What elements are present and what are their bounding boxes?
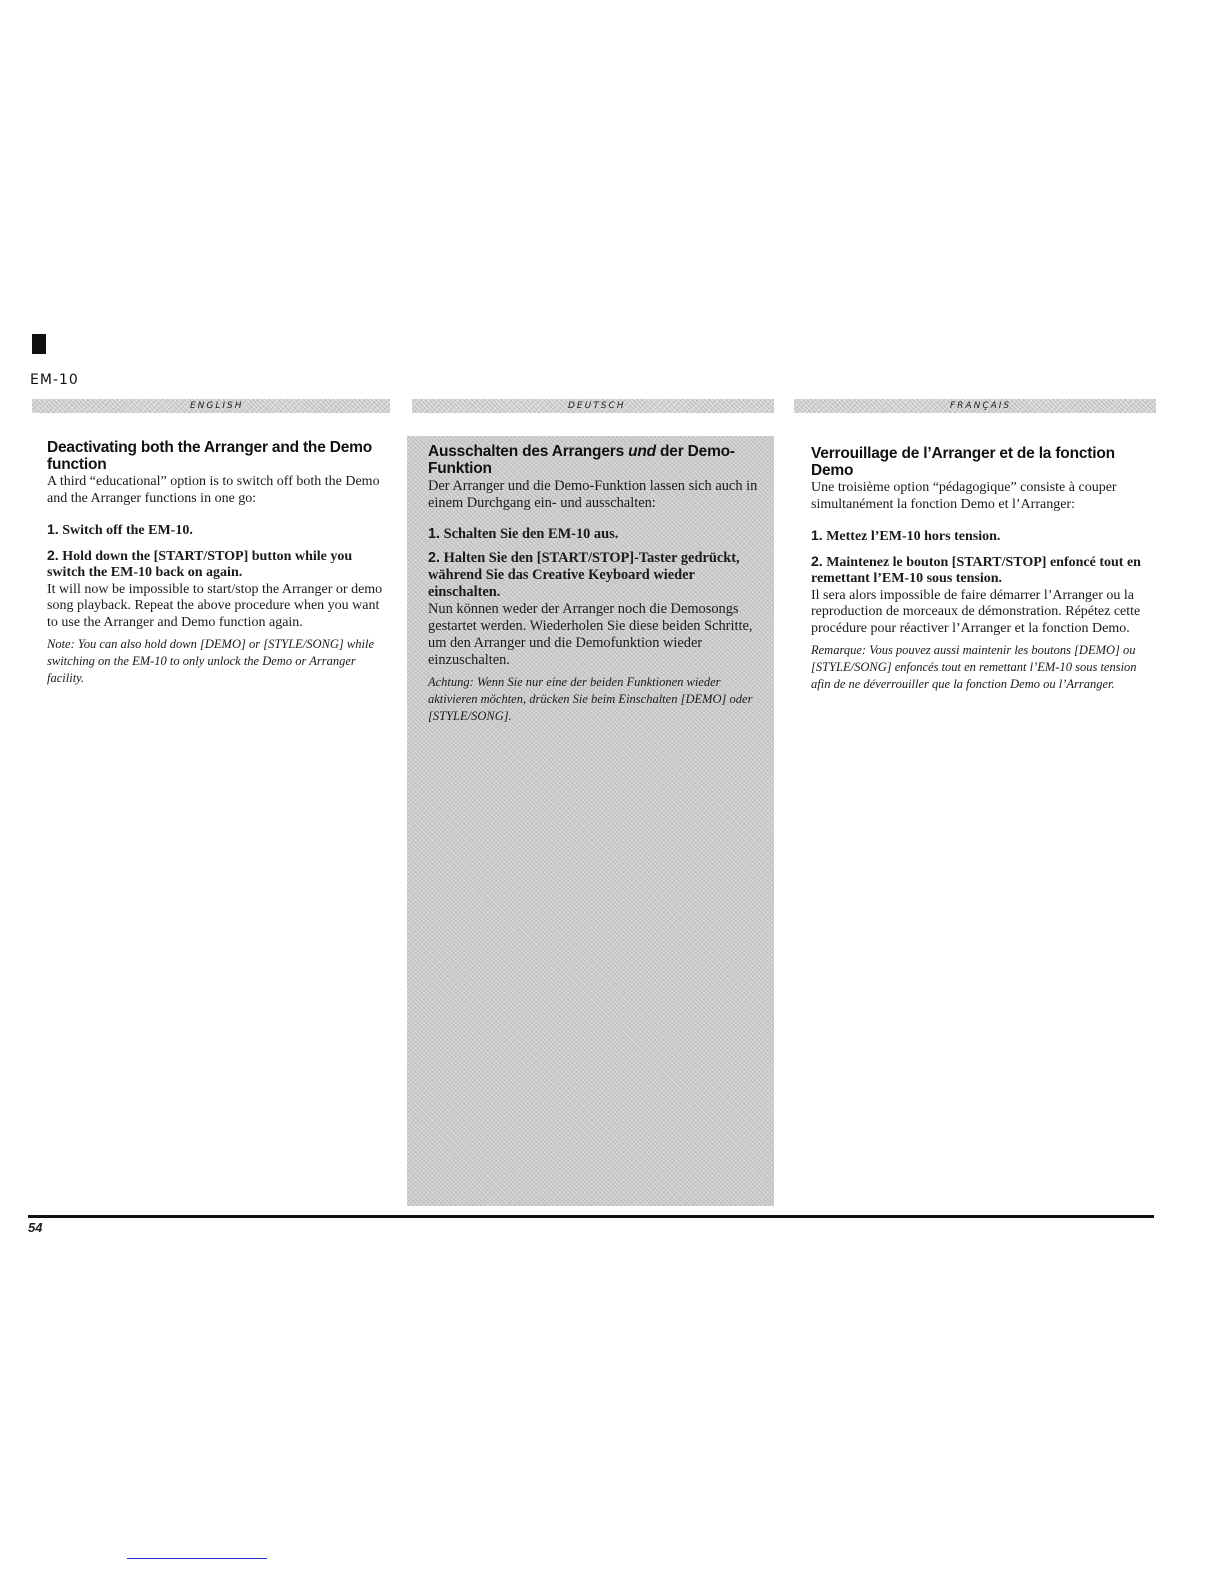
bottom-link-line (127, 1558, 267, 1559)
english-intro: A third “educational” option is to switch off both the Demo and the Arranger functions in one go: (47, 474, 380, 506)
francais-step-2 (811, 553, 1151, 588)
language-bar-english (32, 399, 390, 413)
language-bar-francais (794, 399, 1156, 413)
english-column (47, 440, 387, 687)
english-title: Deactivating both the Arranger and the Demo function (47, 439, 372, 473)
francais-note: Remarque: Vous pouvez aussi maintenir les boutons [DEMO] ou [STYLE/SONG] enfoncés tout en remettant l’EM-10 sous tension afin de ne déverrouiller que la fonction Demo ou l’Arranger. (811, 643, 1137, 691)
deutsch-step-1-text: Schalten Sie den EM-10 aus. (443, 526, 619, 542)
deutsch-body: Nun können weder der Arranger noch die Demosongs gestartet werden. Wiederholen Sie diese beiden Schritte, um den Arranger und die Demofunktion wieder einzuschalten. (428, 601, 753, 668)
deutsch-title-part-1: Ausschalten des Arrangers (428, 443, 629, 460)
francais-step-1-number: 1. (811, 527, 823, 543)
language-bar-deutsch (412, 399, 774, 413)
model-name: EM-10 (30, 372, 79, 388)
language-label-english: ENGLISH (190, 401, 244, 411)
deutsch-title-part-3: der Demo-Funktion (428, 443, 735, 477)
language-label-francais: FRANÇAIS (950, 401, 1012, 411)
deutsch-intro: Der Arranger und die Demo-Funktion lassen sich auch in einem Durchgang ein- und ausschalten: (428, 478, 758, 511)
english-step-2-number: 2. (47, 546, 59, 563)
english-step-1 (47, 521, 387, 540)
deutsch-step-1-number: 1. (428, 526, 441, 542)
deutsch-title (428, 443, 763, 477)
english-note: Note: You can also hold down [DEMO] or [STYLE/SONG] while switching on the EM-10 to only unlock the Demo or Arranger facility. (47, 637, 375, 685)
corner-marker (32, 334, 46, 354)
language-label-deutsch: DEUTSCH (568, 401, 626, 411)
deutsch-column (428, 443, 763, 725)
francais-intro: Une troisième option “pédagogique” consiste à couper simultanément la fonction Demo et l’Arranger: (811, 480, 1117, 512)
english-step-1-number: 1. (47, 521, 59, 537)
francais-title: Verrouillage de l’Arranger et de la fonction Demo (811, 445, 1115, 479)
english-step-2-text: Hold down the [START/STOP] button while you switch the EM-10 back on again. (47, 548, 353, 580)
francais-column (811, 446, 1151, 693)
deutsch-step-1 (428, 526, 763, 543)
francais-step-1 (811, 527, 1151, 546)
francais-step-1-text: Mettez l’EM-10 hors tension. (826, 529, 1001, 544)
deutsch-step-2-number: 2. (428, 550, 441, 566)
francais-body: Il sera alors impossible de faire démarrer l’Arranger ou la reproduction de morceaux de démonstration. Répétez cette procédure pour réactiver l’Arranger et la fonction Demo. (811, 587, 1141, 636)
deutsch-step-2-text: Halten Sie den [START/STOP]-Taster gedrückt, während Sie das Creative Keyboard wieder einschalten. (428, 550, 740, 600)
page-number: 54 (28, 1220, 43, 1235)
deutsch-note: Achtung: Wenn Sie nur eine der beiden Funktionen wieder aktivieren möchten, drücken Sie beim Einschalten [DEMO] oder [STYLE/SONG]. (428, 675, 753, 723)
english-body: It will now be impossible to start/stop the Arranger or demo song playback. Repeat the above procedure when you want to use the Arranger and Demo function again. (47, 581, 383, 630)
english-step-2 (47, 547, 387, 582)
deutsch-title-part-2: und (628, 443, 656, 460)
deutsch-step-2 (428, 550, 763, 601)
english-step-1-text: Switch off the EM-10. (62, 523, 193, 538)
francais-step-2-number: 2. (811, 552, 823, 569)
footer-rule (28, 1215, 1154, 1218)
francais-step-2-text: Maintenez le bouton [START/STOP] enfoncé tout en remettant l’EM-10 sous tension. (811, 554, 1141, 586)
